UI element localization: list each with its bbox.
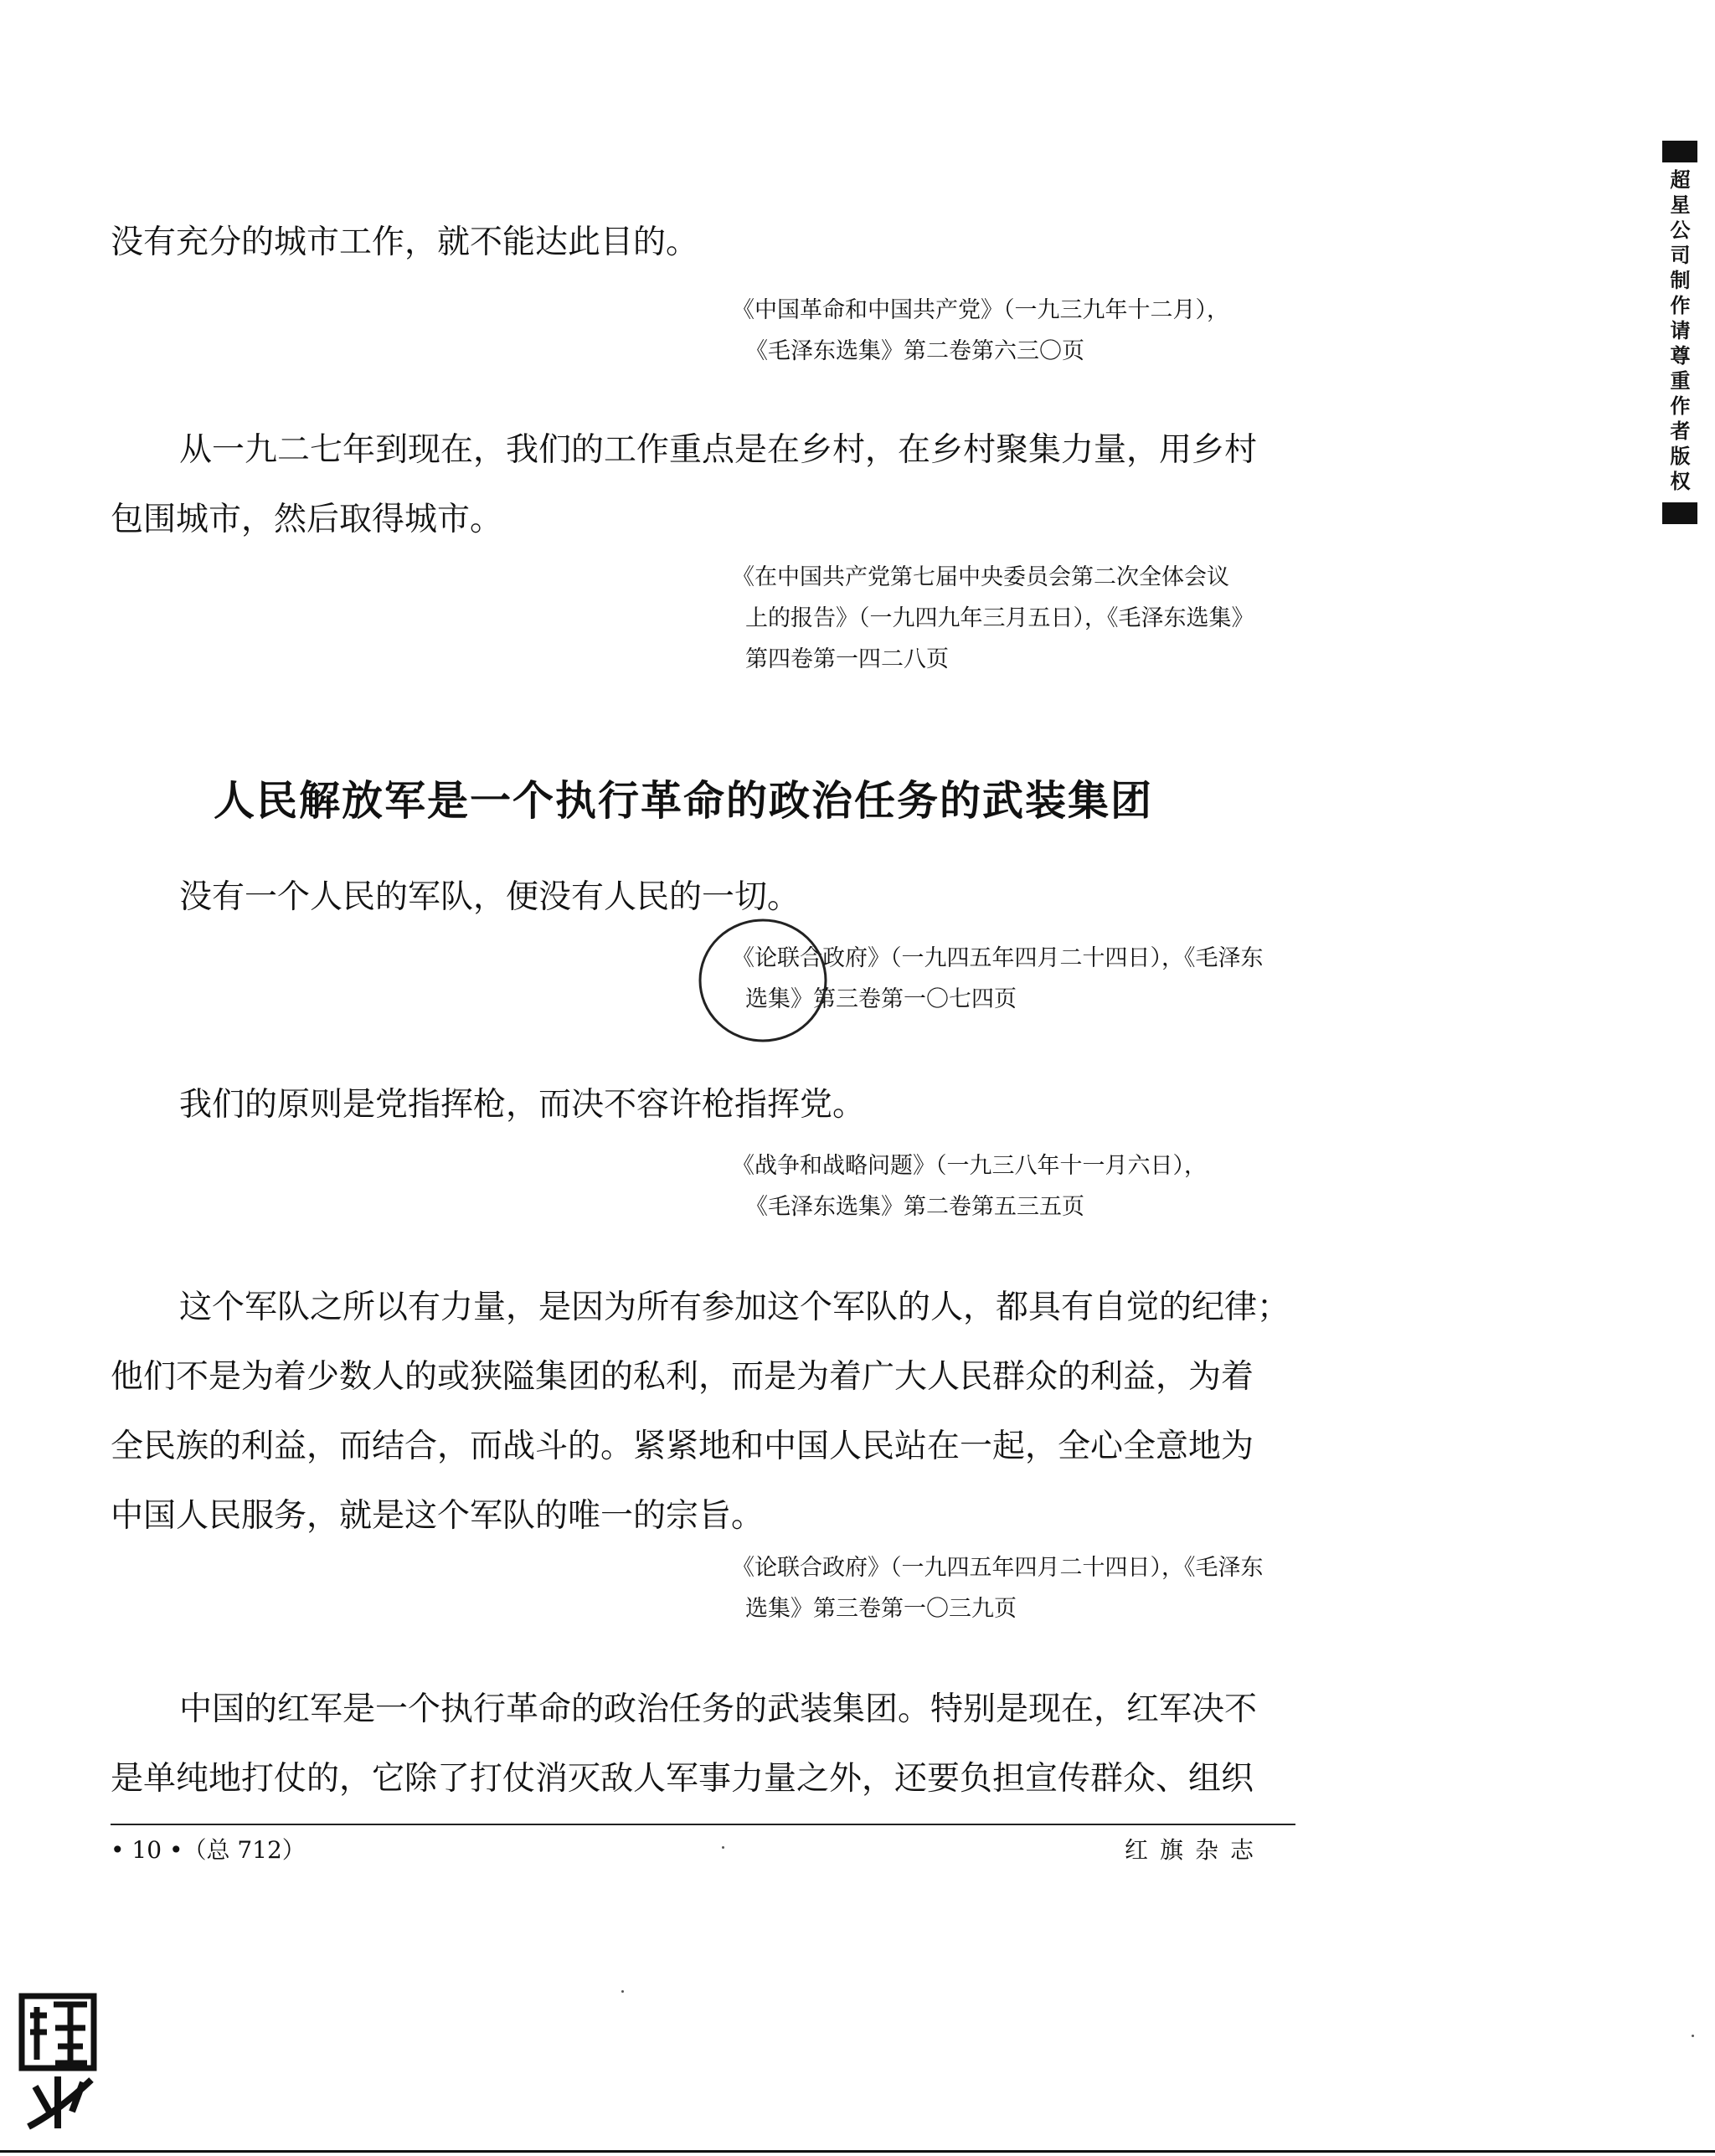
section-citation-2 [732,1145,1301,1227]
citation-1 [732,290,1301,372]
passage-line: 全民族的利益，而结合，而战斗的。紧紧地和中国人民站在一起，全心全意地为 [111,1428,1254,1465]
side-watermark [1662,141,1699,524]
citation-line: 《战争和战略问题》（一九三八年十一月六日）， [732,1153,1207,1179]
passage-line: 没有充分的城市工作，就不能达此目的。 [111,224,699,261]
section-passage-4 [111,1675,1291,1814]
passage-line: 中国人民服务，就是这个军队的唯一的宗旨。 [111,1497,765,1535]
citation-line: 上的报告》（一九四九年三月五日），《毛泽东选集》 [745,605,1254,631]
bottom-border [0,2150,1715,2153]
passage-line: 我们的原则是党指挥枪，而决不容许枪指挥党。 [179,1086,866,1124]
section-heading: 人民解放军是一个执行革命的政治任务的武装集团 [214,777,1154,825]
citation-line: 《在中国共产党第七届中央委员会第二次全体会议 [732,564,1229,590]
passage-line: 他们不是为着少数人的或狭隘集团的私利，而是为着广大人民群众的利益，为着 [111,1358,1254,1396]
citation-2 [732,557,1301,680]
citation-line: 选集》第三卷第一〇七四页 [745,986,1017,1012]
passage-2 [111,415,1291,554]
watermark-top-bar [1662,141,1697,162]
section-citation-3 [732,1547,1301,1629]
citation-line: 第四卷第一四二八页 [745,646,949,672]
scan-speck [722,1846,724,1849]
watermark-text: 超星公司制作请尊重作者版权 [1666,169,1690,496]
passage-line: 是单纯地打仗的，它除了打仗消灭敌人军事力量之外，还要负担宣传群众、组织 [111,1760,1254,1798]
citation-line: 《中国革命和中国共产党》（一九三九年十二月）， [732,297,1229,323]
passage-line: 从一九二七年到现在，我们的工作重点是在乡村，在乡村聚集力量，用乡村 [179,431,1258,469]
journal-name: 红旗杂志 [1125,1836,1266,1864]
citation-line: 《毛泽东选集》第二卷第六三〇页 [745,338,1084,364]
seal-stamp [12,1986,104,2137]
scan-speck [621,1990,624,1993]
passage-line: 中国的红军是一个执行革命的政治任务的武装集团。特别是现在，红军决不 [179,1690,1258,1728]
page-number: • 10 •（总 712） [111,1836,306,1864]
citation-line: 《毛泽东选集》第二卷第五三五页 [745,1194,1084,1220]
section-passage-3 [111,1273,1291,1551]
scan-speck [1692,2035,1694,2037]
circle-mark [697,917,829,1044]
citation-line: 选集》第三卷第一〇三九页 [745,1596,1017,1622]
passage-line: 包围城市，然后取得城市。 [111,501,503,538]
watermark-bottom-bar [1662,502,1697,524]
citation-line: 《论联合政府》（一九四五年四月二十四日），《毛泽东 [732,945,1264,971]
section-passage-2 [111,1070,1291,1140]
passage-line: 这个军队之所以有力量，是因为所有参加这个军队的人，都具有自觉的纪律； [179,1289,1290,1326]
passage-1 [111,208,1291,277]
passage-line: 没有一个人民的军队，便没有人民的一切。 [179,878,801,916]
footer-rule [111,1824,1295,1825]
citation-line: 《论联合政府》（一九四五年四月二十四日），《毛泽东 [732,1555,1264,1581]
